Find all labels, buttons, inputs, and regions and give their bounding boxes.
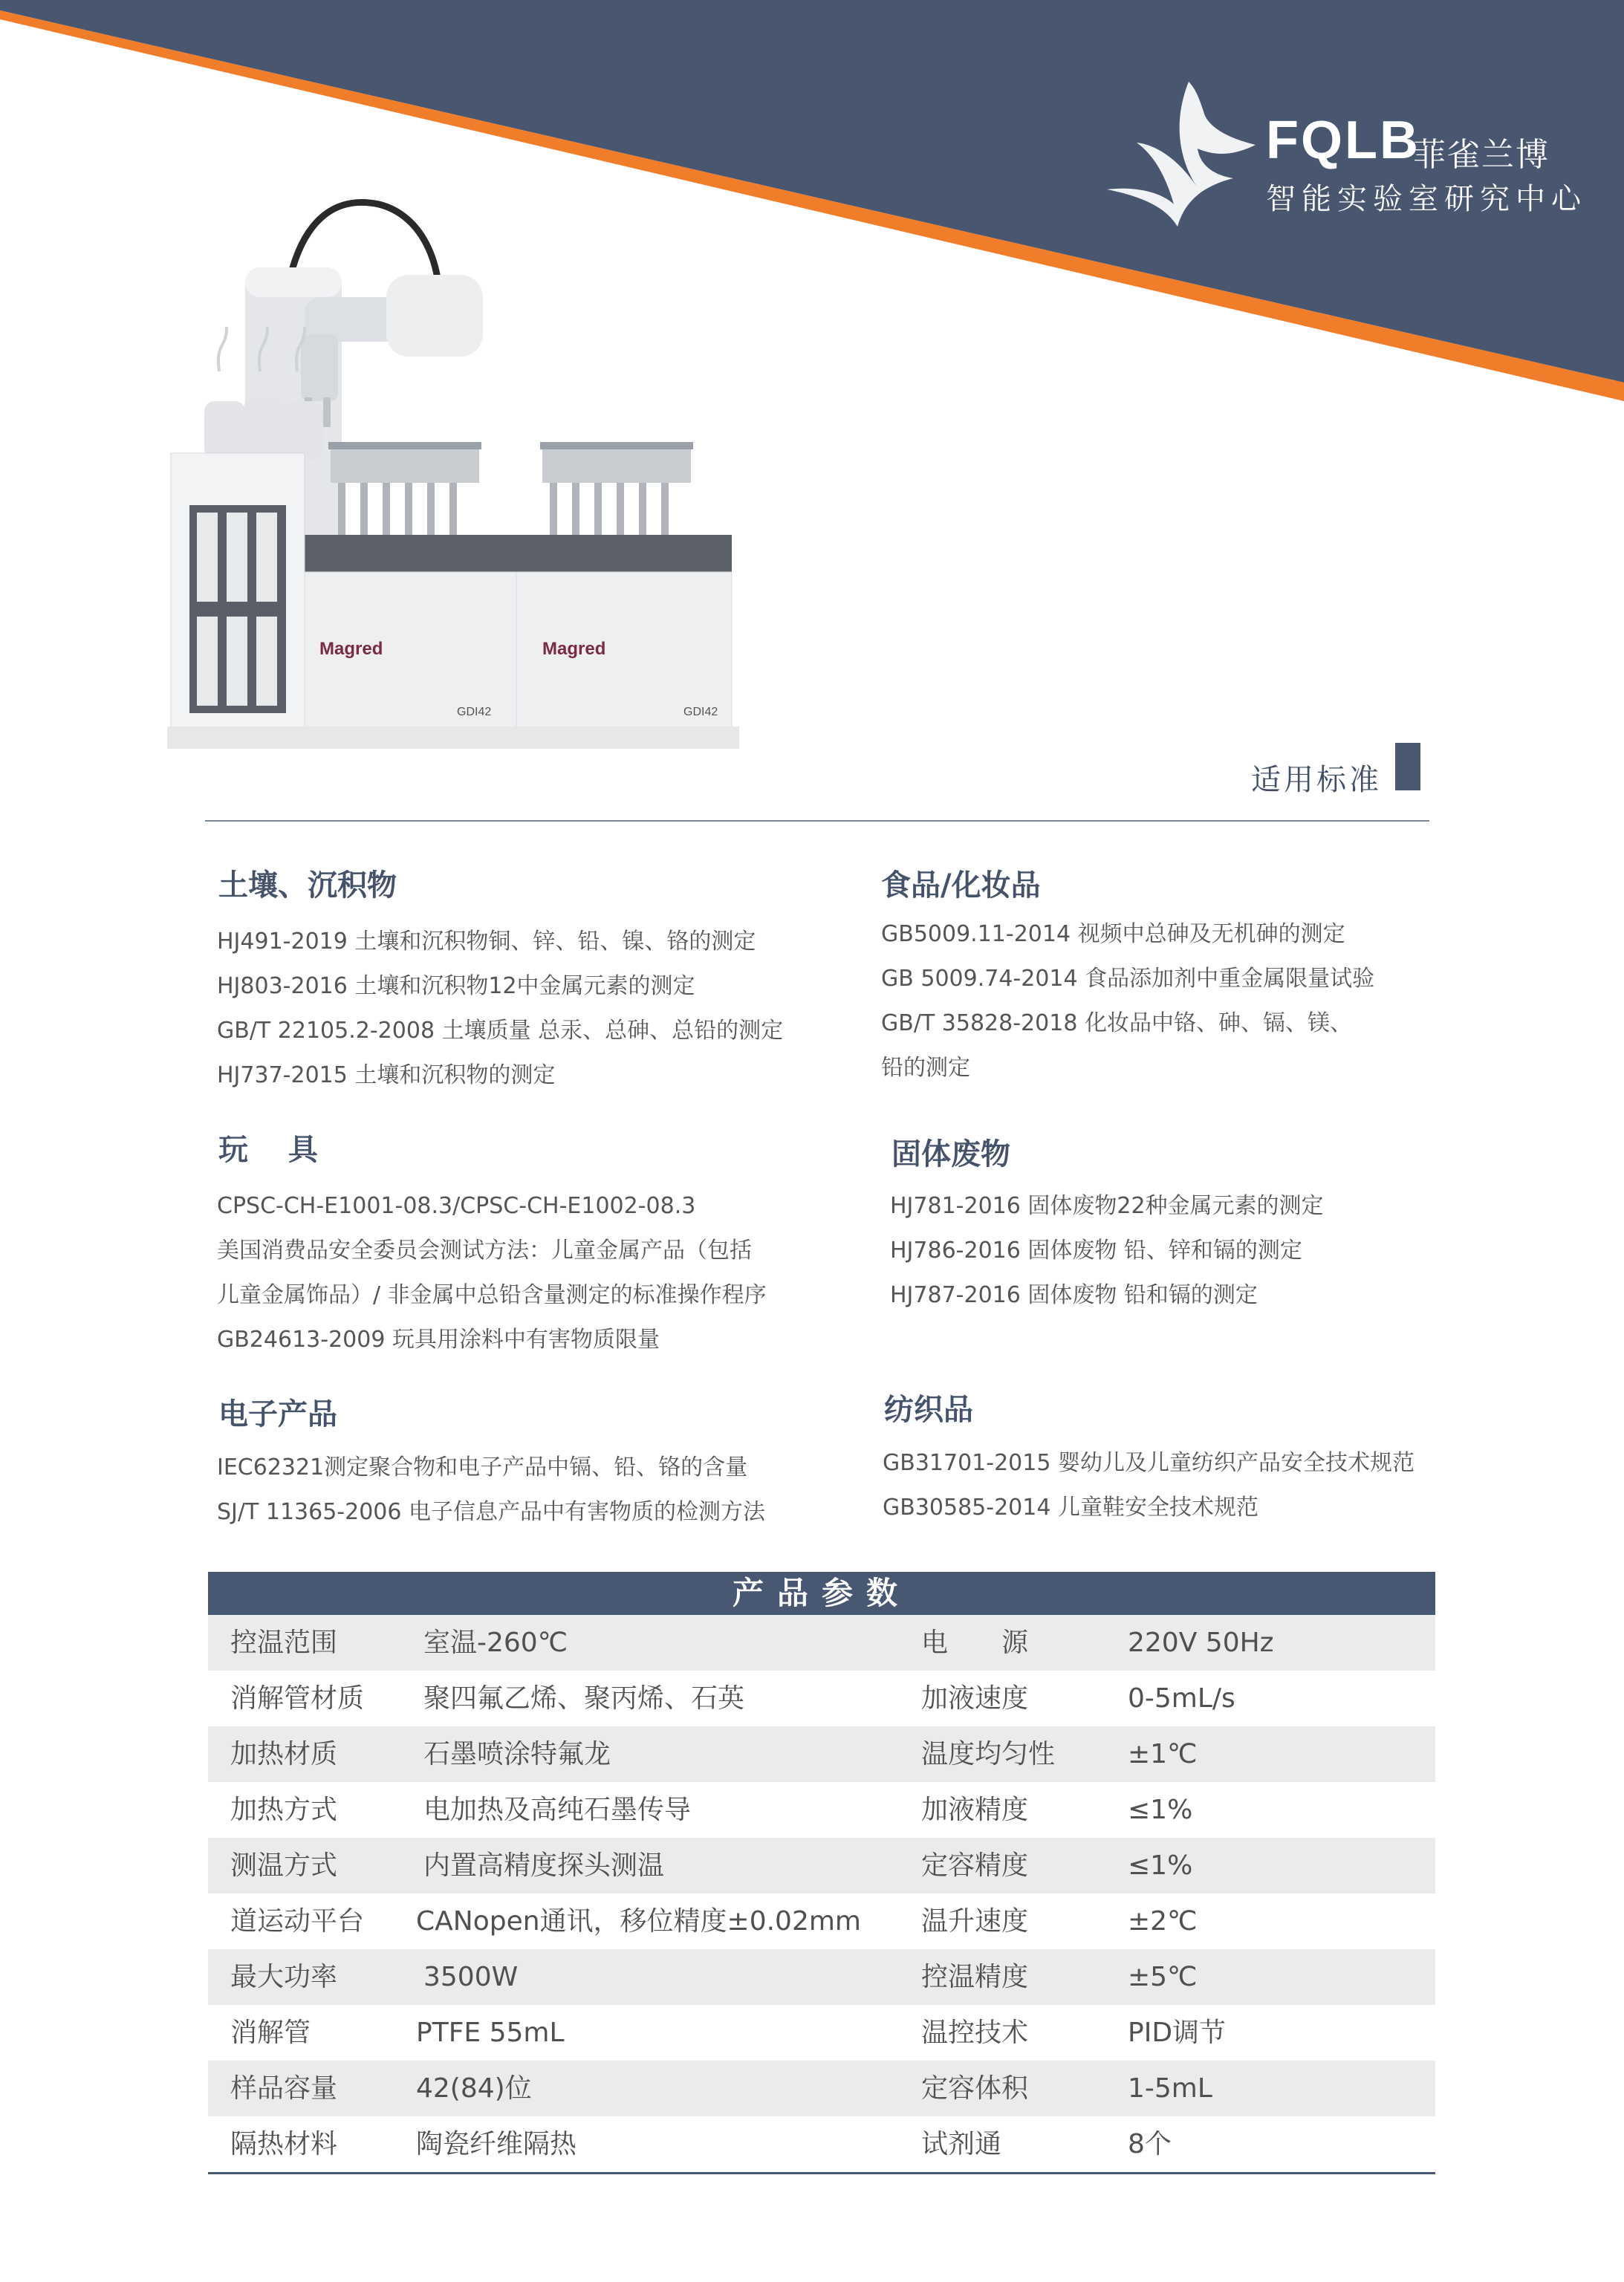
brand-tagline: 智能实验室研究中心 <box>1266 182 1587 216</box>
param-value: 室温-260℃ <box>423 1628 568 1658</box>
param-value: 220V 50Hz <box>1128 1628 1274 1658</box>
table-row <box>208 1782 1435 1838</box>
params-table <box>208 1572 1435 2174</box>
instrument-drawing <box>156 186 773 780</box>
param-label: 测温方式 <box>230 1850 338 1881</box>
instrument-brand-label-right: Magred <box>542 639 606 659</box>
param-label: 定容体积 <box>921 2073 1029 2104</box>
param-value: 内置高精度探头测温 <box>423 1850 665 1881</box>
section-list-toys <box>217 1184 767 1362</box>
section-list-electronics <box>217 1446 765 1535</box>
param-label: 试剂通 <box>921 2129 1002 2159</box>
param-value: 聚四氟乙烯、聚丙烯、石英 <box>423 1683 745 1714</box>
param-label: 样品容量 <box>230 2073 338 2104</box>
section-list-solid-waste <box>890 1184 1324 1318</box>
table-row <box>208 1615 1435 1671</box>
param-label: 控温精度 <box>921 1962 1029 1992</box>
section-list-textiles <box>883 1441 1414 1530</box>
standard-item: GB24613-2009 玩具用涂料中有害物质限量 <box>217 1327 660 1353</box>
bird-logo-icon <box>1092 74 1263 230</box>
standard-item: GB/T 35828-2018 化妆品中铬、砷、镉、镁、 <box>881 1010 1352 1036</box>
table-row <box>208 1838 1435 1893</box>
section-heading-toys: 玩 具 <box>218 1133 333 1167</box>
standards-title: 适用标准 <box>1251 763 1382 797</box>
standard-item: HJ781-2016 固体废物22种金属元素的测定 <box>890 1193 1324 1219</box>
param-label: 最大功率 <box>230 1962 338 1992</box>
param-value: 陶瓷纤维隔热 <box>416 2129 577 2159</box>
param-value: 石墨喷涂特氟龙 <box>423 1739 611 1769</box>
param-value: ±1℃ <box>1128 1739 1198 1769</box>
param-value: 1-5mL <box>1128 2073 1212 2104</box>
param-value: PTFE 55mL <box>416 2018 565 2048</box>
param-label: 消解管 <box>230 2018 311 2048</box>
instrument-model-label-right: GDI42 <box>683 706 718 718</box>
param-label: 电 源 <box>921 1628 1029 1658</box>
section-heading-food: 食品/化妆品 <box>881 868 1041 903</box>
instrument-brand-label-left: Magred <box>319 639 383 659</box>
standard-item: GB30585-2014 儿童鞋安全技术规范 <box>883 1495 1258 1521</box>
product-image <box>156 186 773 780</box>
param-label: 控温范围 <box>230 1628 338 1658</box>
standard-item: GB/T 22105.2-2008 土壤质量 总汞、总砷、总铅的测定 <box>217 1018 784 1044</box>
params-table-title: 产品参数 <box>208 1572 1435 1615</box>
param-value: ≤1% <box>1128 1850 1193 1881</box>
param-label: 加液速度 <box>921 1683 1029 1714</box>
table-row <box>208 2061 1435 2116</box>
param-label: 加热材质 <box>230 1739 338 1769</box>
section-list-soil <box>217 920 783 1098</box>
section-heading-electronics: 电子产品 <box>218 1397 337 1431</box>
param-label: 隔热材料 <box>230 2129 338 2159</box>
param-value: 42(84)位 <box>416 2073 532 2104</box>
brand-logo-chinese: 菲雀兰博 <box>1413 136 1550 174</box>
param-value: 3500W <box>423 1962 519 1992</box>
section-heading-solid-waste: 固体废物 <box>891 1137 1010 1171</box>
section-heading-textiles: 纺织品 <box>884 1393 973 1427</box>
instrument-model-label-left: GDI42 <box>457 706 492 718</box>
param-label: 加液精度 <box>921 1795 1029 1825</box>
param-label: 消解管材质 <box>230 1683 365 1714</box>
standard-item: GB31701-2015 婴幼儿及儿童纺织产品安全技术规范 <box>883 1450 1414 1476</box>
param-label: 定容精度 <box>921 1850 1029 1881</box>
standard-item: GB5009.11-2014 视频中总砷及无机砷的测定 <box>881 921 1345 947</box>
standard-item: HJ803-2016 土壤和沉积物12中金属元素的测定 <box>217 973 695 999</box>
param-value: CANopen通讯，移位精度±0.02mm <box>416 1906 861 1937</box>
standards-divider <box>205 820 1429 822</box>
standard-item: IEC62321测定聚合物和电子产品中镉、铅、铬的含量 <box>217 1454 748 1480</box>
param-label: 温度均匀性 <box>921 1739 1056 1769</box>
standard-item: HJ737-2015 土壤和沉积物的测定 <box>217 1062 556 1088</box>
standard-item: 美国消费品安全委员会测试方法：儿童金属产品（包括 <box>217 1238 752 1264</box>
standard-item: SJ/T 11365-2006 电子信息产品中有害物质的检测方法 <box>217 1499 766 1525</box>
params-table-bottom-rule <box>208 2172 1435 2174</box>
section-heading-soil: 土壤、沉积物 <box>218 868 397 903</box>
table-row <box>208 1893 1435 1949</box>
param-label: 道运动平台 <box>230 1906 365 1937</box>
param-value: ±2℃ <box>1128 1906 1198 1937</box>
param-value: 电加热及高纯石墨传导 <box>423 1795 692 1825</box>
param-value: ±5℃ <box>1128 1962 1198 1992</box>
standard-item: 铅的测定 <box>881 1055 970 1081</box>
standard-item: 儿童金属饰品）/ 非金属中总铅含量测定的标准操作程序 <box>217 1282 767 1308</box>
param-value: ≤1% <box>1128 1795 1193 1825</box>
table-row <box>208 1726 1435 1782</box>
brand-logo-word: FQLB <box>1266 111 1420 170</box>
table-row <box>208 1949 1435 2005</box>
standard-item: HJ786-2016 固体废物 铅、锌和镉的测定 <box>890 1238 1302 1264</box>
standard-item: HJ787-2016 固体废物 铅和镉的测定 <box>890 1282 1258 1308</box>
param-label: 加热方式 <box>230 1795 338 1825</box>
param-value: PID调节 <box>1128 2018 1227 2048</box>
standard-item: HJ491-2019 土壤和沉积物铜、锌、铅、镍、铬的测定 <box>217 929 756 955</box>
table-row <box>208 2116 1435 2172</box>
param-value: 0-5mL/s <box>1128 1683 1235 1714</box>
standard-item: GB 5009.74-2014 食品添加剂中重金属限量试验 <box>881 966 1375 992</box>
section-list-food <box>881 912 1374 1090</box>
standard-item: CPSC-CH-E1001-08.3/CPSC-CH-E1002-08.3 <box>217 1193 696 1219</box>
table-row <box>208 1671 1435 1726</box>
standards-title-marker <box>1395 743 1420 790</box>
param-label: 温升速度 <box>921 1906 1029 1937</box>
param-label: 温控技术 <box>921 2018 1029 2048</box>
table-row <box>208 2005 1435 2061</box>
param-value: 8个 <box>1128 2129 1172 2159</box>
